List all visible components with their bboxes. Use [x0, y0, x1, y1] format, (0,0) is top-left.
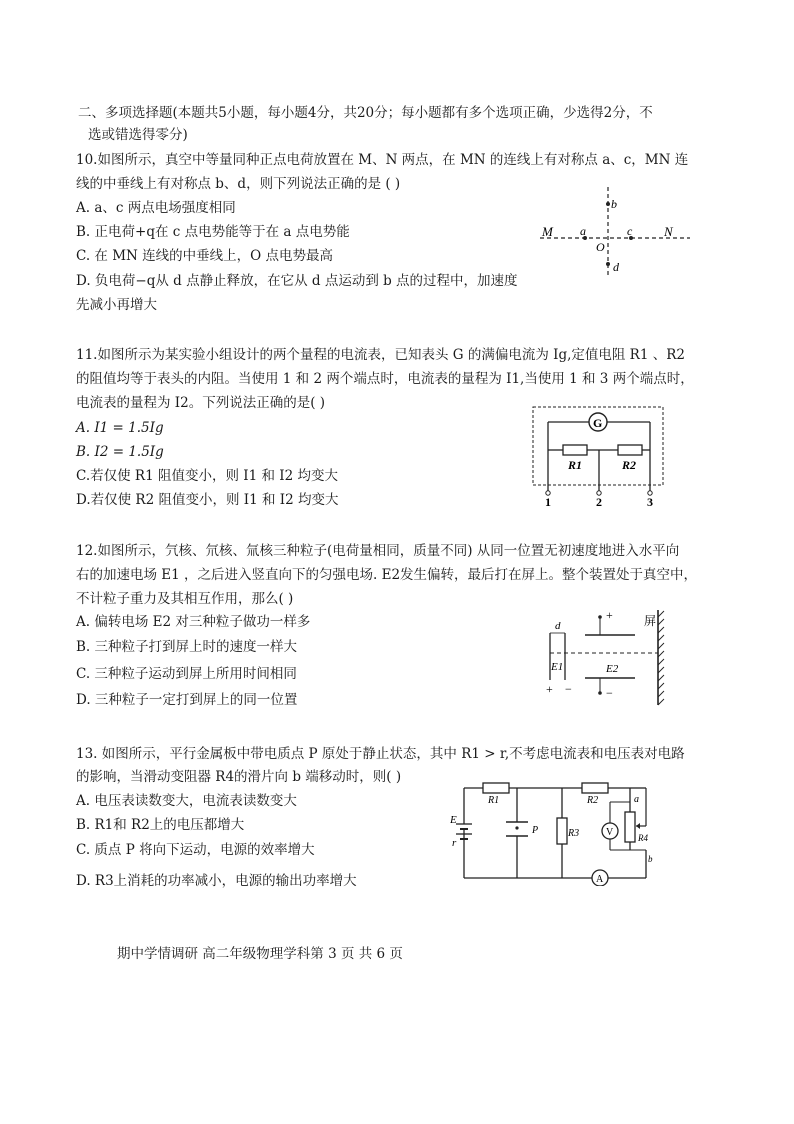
q13-label-a: a — [634, 794, 639, 805]
q13-label-b: b — [648, 854, 653, 864]
q13-stem-line1: 13. 如图所示，平行金属板中带电质点 P 原处于静止状态，其中 R1 > r,不考虑电流表和电压表对电路 — [76, 746, 685, 762]
q12-option-b: B. 三种粒子打到屏上时的速度一样大 — [76, 639, 298, 655]
q12-label-E2: E2 — [606, 663, 619, 675]
section-heading-line2: 选或错选得零分) — [88, 127, 188, 143]
q12-stem-line1: 12.如图所示，氕核、氘核、氚核三种粒子(电荷量相同，质量不同) 从同一位置无初速度地进入水平向 — [76, 543, 680, 559]
q13-label-R4: R4 — [638, 833, 648, 843]
q11-option-a: A. I1 = 1.5Ig — [76, 420, 164, 436]
q11-stem-line3: 电流表的量程为 I2。下列说法正确的是( ) — [76, 395, 326, 411]
q13-label-A: A — [596, 874, 604, 885]
section-heading-line1: 二、多项选择题(本题共5小题，每小题4分，共20分；每小题都有多个选项正确，少选得2分，不 — [78, 105, 653, 121]
q13-label-R3: R3 — [568, 828, 580, 839]
q10-label-c: c — [627, 224, 633, 238]
q12-label-plus-top: + — [606, 608, 613, 622]
q13-label-r: r — [452, 837, 457, 849]
q10-option-c: C. 在 MN 连线的中垂线上，O 点电势最高 — [76, 248, 334, 264]
q12-option-a: A. 偏转电场 E2 对三种粒子做功一样多 — [76, 614, 311, 630]
q10-label-M: M — [542, 224, 553, 239]
q13-option-b: B. R1和 R2上的电压都增大 — [76, 817, 245, 833]
q12-label-minus-bottom: − — [606, 686, 613, 700]
page-footer: 期中学情调研 高二年级物理学科第 3 页 共 6 页 — [117, 946, 403, 962]
q11-option-c: C.若仅使 R1 阻值变小，则 I1 和 I2 均变大 — [76, 468, 338, 484]
q13-label-V: V — [606, 827, 614, 838]
q10-label-O: O — [596, 240, 605, 254]
q13-figure — [450, 778, 665, 886]
q10-option-d-line1: D. 负电荷−q从 d 点静止释放，在它从 d 点运动到 b 点的过程中，加速度 — [76, 273, 518, 289]
q13-option-d: D. R3上消耗的功率减小，电源的输出功率增大 — [76, 873, 357, 889]
q10-option-a: A. a、c 两点电场强度相同 — [76, 200, 236, 216]
q11-stem-line1: 11.如图所示为某实验小组设计的两个量程的电流表，已知表头 G 的满偏电流为 Ig,定值电阻 R1 、R2 — [76, 347, 685, 363]
q11-figure — [528, 403, 668, 508]
q10-stem-line1: 10.如图所示，真空中等量同种正点电荷放置在 M、N 两点，在 MN 的连线上有对称点 a、c，MN 连 — [76, 152, 689, 168]
q12-figure — [540, 605, 675, 710]
q11-terminal-1: 1 — [545, 495, 551, 508]
q12-option-c: C. 三种粒子运动到屏上所用时间相同 — [76, 666, 297, 682]
q12-label-plus-left: + — [546, 682, 553, 696]
q10-option-b: B. 正电荷+q在 c 点电势能等于在 a 点电势能 — [76, 224, 350, 240]
q11-label-G: G — [593, 416, 603, 430]
q10-label-N: N — [664, 224, 673, 239]
q12-label-d: d — [555, 620, 561, 632]
q13-option-c: C. 质点 P 将向下运动，电源的效率增大 — [76, 842, 315, 858]
q11-stem-line2: 的阻值均等于表头的内阻。当使用 1 和 2 两个端点时，电流表的量程为 I1,当使用 1 和 3 两个端点时， — [76, 371, 694, 387]
q11-label-R2: R2 — [622, 458, 637, 472]
q13-label-P: P — [532, 825, 539, 836]
q11-terminal-2: 2 — [596, 495, 602, 508]
q12-label-E1: E1 — [551, 661, 564, 673]
q11-option-b: B. I2 = 1.5Ig — [76, 444, 164, 460]
q13-option-a: A. 电压表读数变大，电流表读数变大 — [76, 793, 297, 809]
q10-figure — [530, 185, 700, 280]
q11-option-d: D.若仅使 R2 阻值变小，则 I1 和 I2 均变大 — [76, 492, 339, 508]
q12-label-screen: 屏 — [644, 614, 657, 628]
q13-stem-line2: 的影响，当滑动变阻器 R4的滑片向 b 端移动时，则( ) — [76, 769, 402, 785]
q12-label-minus-left: − — [565, 682, 572, 696]
q13-label-R2: R2 — [587, 795, 599, 806]
q10-label-a: a — [580, 224, 586, 238]
q12-stem-line3: 不计粒子重力及其相互作用，那么( ) — [76, 591, 294, 607]
q11-terminal-3: 3 — [647, 495, 653, 508]
q11-label-R1: R1 — [568, 458, 583, 472]
q10-label-b: b — [611, 197, 617, 211]
q12-stem-line2: 右的加速电场 E1 ，之后进入竖直向下的匀强电场. E2发生偏转，最后打在屏上。整个装置处于真空中， — [76, 567, 698, 583]
q10-option-d-line2: 先减小再增大 — [76, 297, 157, 313]
q10-label-d: d — [613, 260, 619, 274]
q10-stem-line2: 线的中垂线上有对称点 b、d，则下列说法正确的是 ( ) — [76, 176, 401, 192]
q13-label-R1: R1 — [488, 795, 500, 806]
q12-option-d: D. 三种粒子一定打到屏上的同一位置 — [76, 692, 298, 708]
q13-label-E: E — [450, 814, 457, 826]
